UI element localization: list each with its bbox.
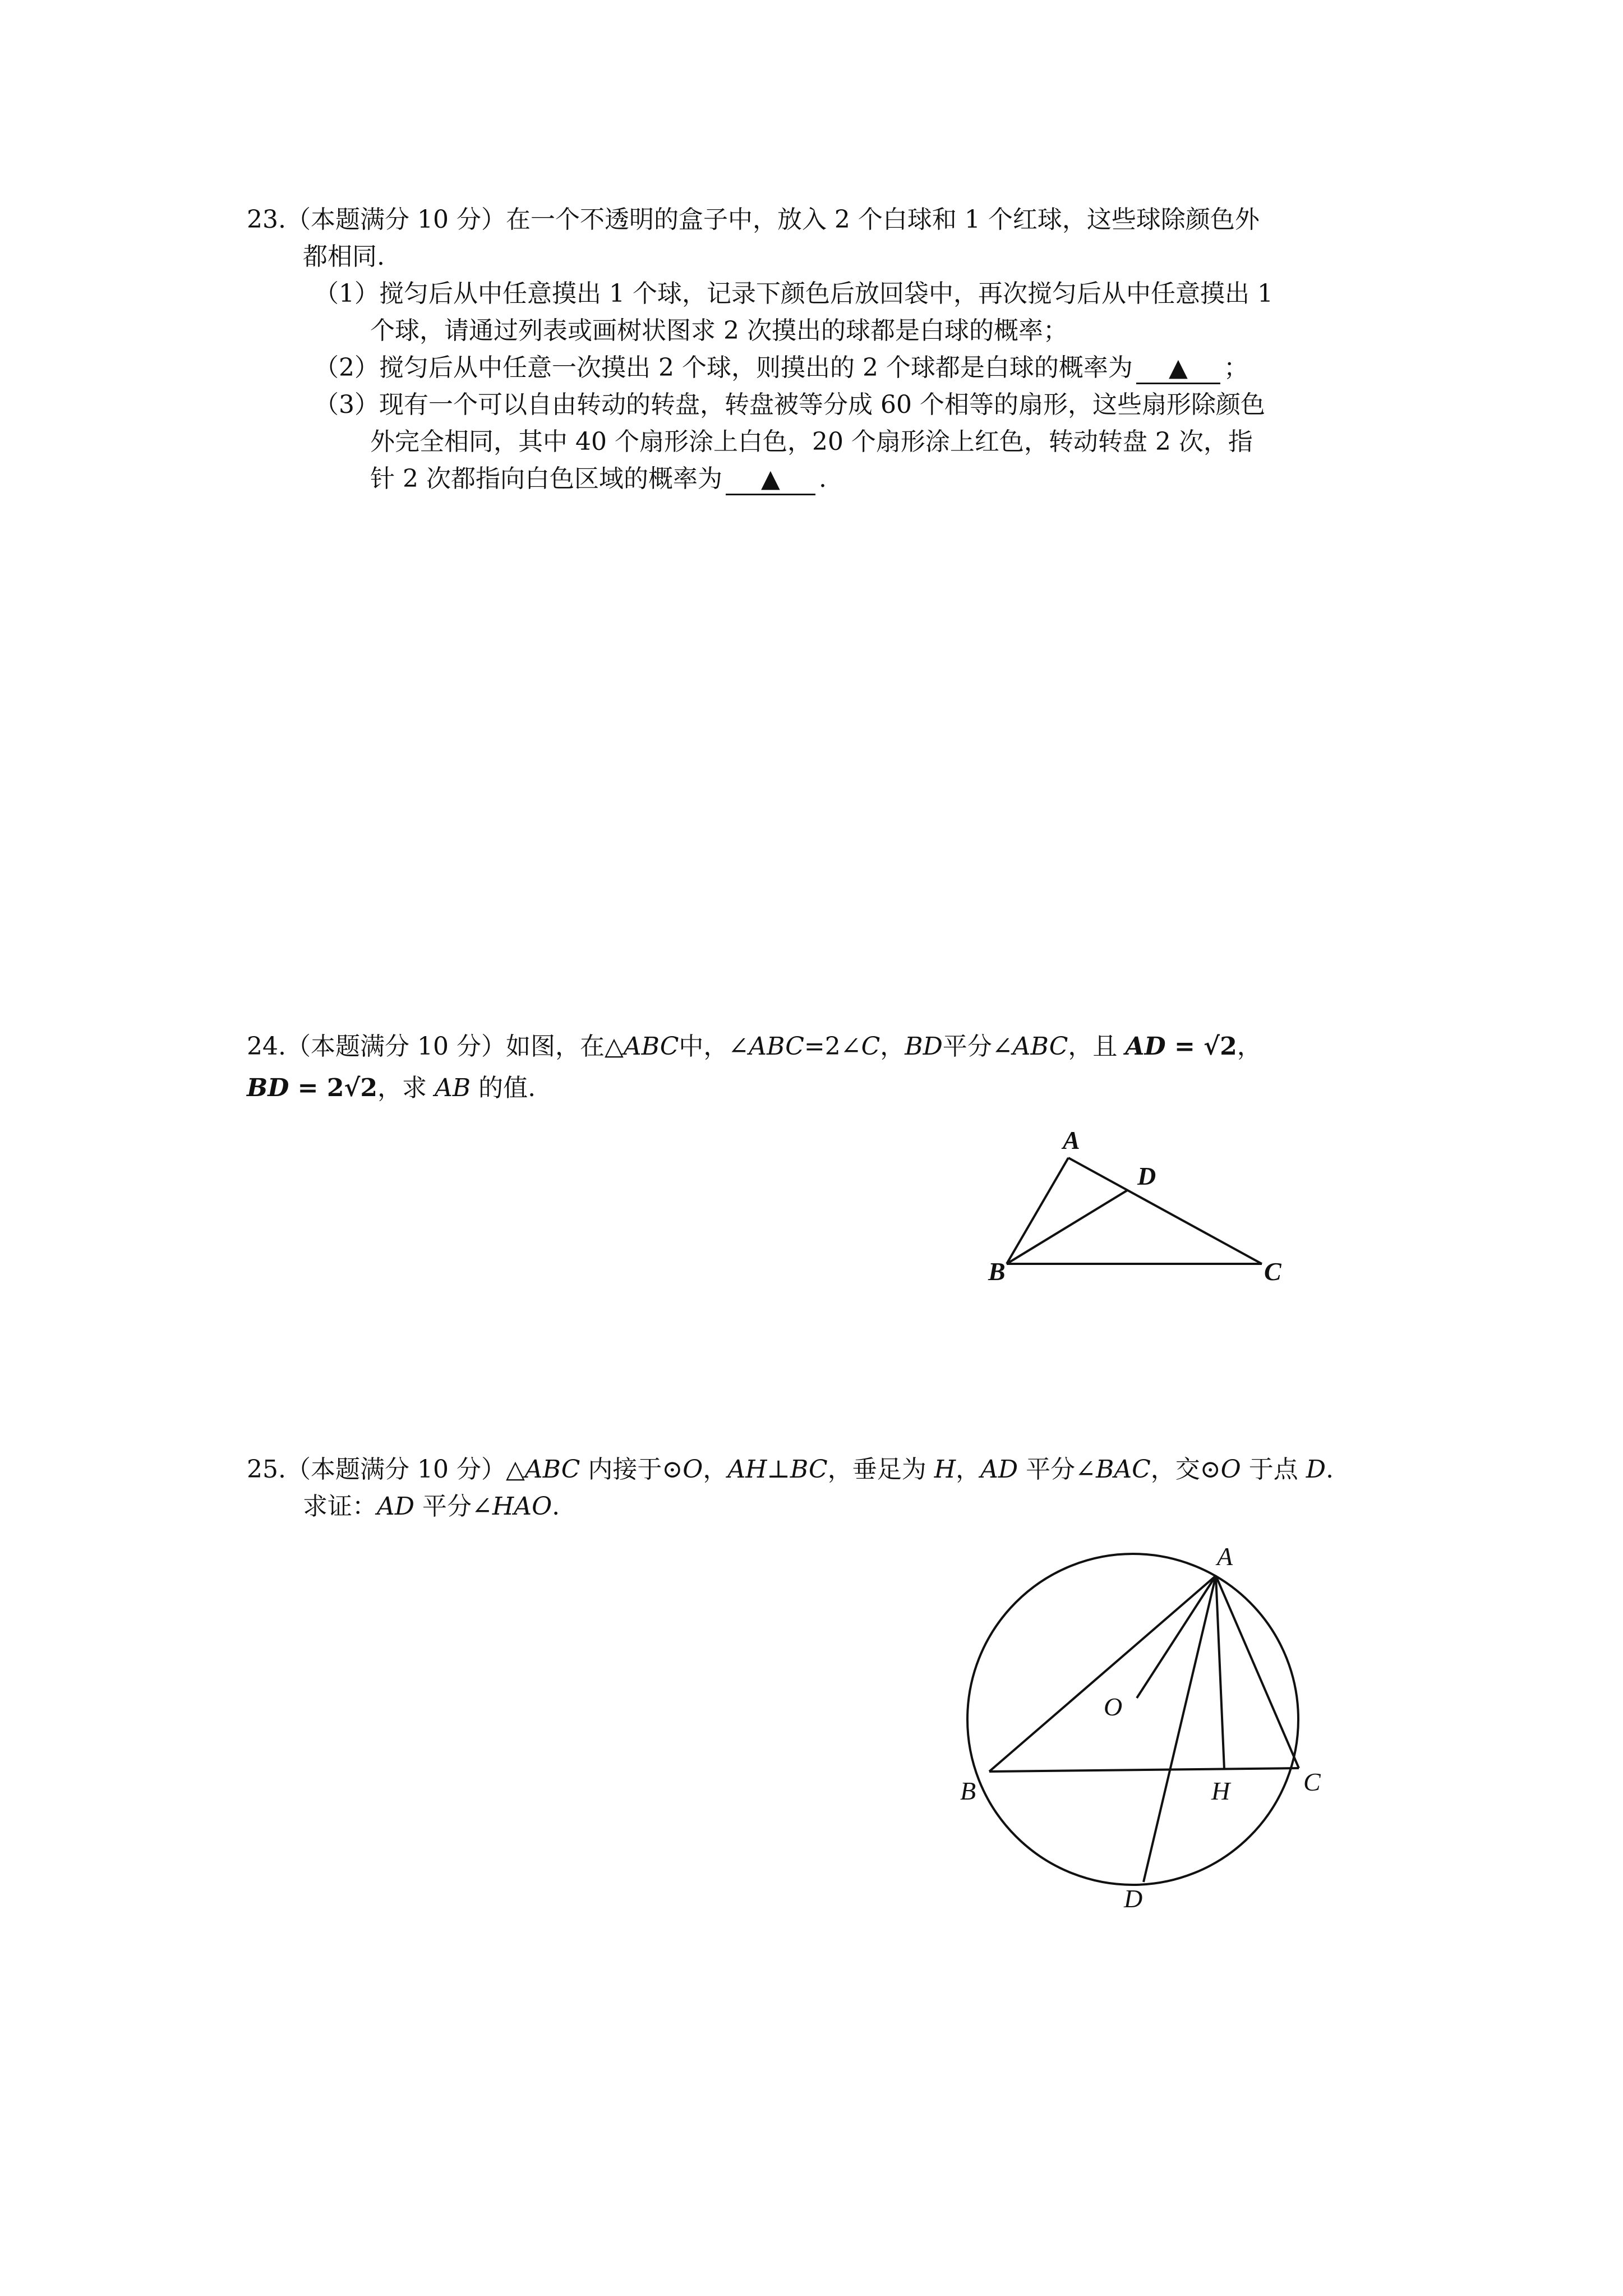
q24-label-b: B [988, 1257, 1006, 1286]
q25-label-a: A [1217, 1542, 1233, 1571]
q24-text: 平分∠ [942, 1032, 1013, 1061]
q24-math: AB [435, 1074, 471, 1102]
q25-label-c: C [1303, 1768, 1321, 1796]
q24-math: ABC [749, 1032, 804, 1061]
q25-label-o: O [1104, 1692, 1123, 1721]
q23-part1-line-a: （1）搅匀后从中任意摸出 1 个球，记录下颜色后放回袋中，再次搅匀后从中任意摸出 1 [314, 279, 1273, 308]
q25-math: AD [377, 1492, 415, 1521]
q25-math: D [1306, 1455, 1326, 1484]
q23-part2-end: ； [1223, 353, 1248, 382]
q24-equation-rhs: = 2√2 [289, 1074, 378, 1102]
q24-text: （本题满分 10 分）如图，在△ [285, 1032, 624, 1061]
q24-text: 中，∠ [679, 1032, 749, 1061]
q23-part3-text: 针 2 次都指向白色区域的概率为 [370, 464, 722, 493]
q24-text: ， [1237, 1032, 1262, 1061]
segment-ad [1144, 1576, 1216, 1882]
q25-text: （本题满分 10 分）△ [285, 1455, 525, 1484]
q24-math: BD [905, 1032, 943, 1061]
q23-part3-end: . [818, 464, 827, 493]
segment-ao [1137, 1576, 1216, 1698]
q23-part1-line-b: 个球，请通过列表或画树状图求 2 次摸出的球都是白球的概率； [370, 316, 1068, 345]
q23-header-cont: 都相同. [303, 242, 385, 271]
triangle-marker-icon: ▲ [761, 464, 780, 493]
q23-header: （本题满分 10 分）在一个不透明的盒子中，放入 2 个白球和 1 个红球，这些球除颜色外 [285, 205, 1260, 234]
q24-text: =2∠ [804, 1032, 861, 1061]
q24-equation-lhs: AD [1125, 1032, 1166, 1061]
q24-text: 的值. [471, 1074, 536, 1102]
q25-text: ，交⊙ [1150, 1455, 1221, 1484]
q24-number: 24. [247, 1032, 286, 1061]
q25-math: AH [727, 1455, 767, 1484]
q25-number: 25. [247, 1455, 286, 1484]
q24-text: ， [880, 1032, 905, 1061]
q25-text: 于点 [1241, 1455, 1306, 1484]
q25-label-d: D [1124, 1884, 1143, 1913]
q24-math: ABC [1012, 1032, 1068, 1061]
segment-bc [989, 1768, 1299, 1772]
q24-equation-rhs: = √2 [1165, 1032, 1237, 1061]
q25-label-b: B [960, 1777, 976, 1805]
q24-text: ，且 [1068, 1032, 1126, 1061]
q23-part3-line-b: 外完全相同，其中 40 个扇形涂上白色，20 个扇形涂上红色，转动转盘 2 次，指 [370, 427, 1253, 456]
q25-math: BAC [1096, 1455, 1151, 1484]
q23-part3-line-a: （3）现有一个可以自由转动的转盘，转盘被等分成 60 个相等的扇形，这些扇形除颜色 [314, 390, 1265, 419]
q23-part2-text: （2）搅匀后从中任意一次摸出 2 个球，则摸出的 2 个球都是白球的概率为 [314, 353, 1133, 382]
q25-text: . [552, 1492, 560, 1521]
circle-o [967, 1554, 1298, 1885]
segment-ac [1068, 1158, 1262, 1264]
segment-ab [989, 1576, 1216, 1772]
q24-equation-lhs: BD [247, 1074, 289, 1102]
q25-circle-figure [967, 1554, 1299, 1885]
q25-text: 平分∠ [1018, 1455, 1096, 1484]
q25-text: 平分∠ [414, 1492, 492, 1521]
q24-label-d: D [1137, 1162, 1156, 1190]
q25-text: 内接于⊙ [580, 1455, 683, 1484]
segment-bd [1007, 1190, 1127, 1264]
segment-ah [1216, 1576, 1224, 1769]
q25-text: ，垂足为 [827, 1455, 934, 1484]
q23-number: 23. [247, 205, 286, 234]
q25-math: H [934, 1455, 956, 1484]
q25-math: O [1220, 1455, 1241, 1484]
q24-triangle-figure [1007, 1158, 1262, 1264]
q24-math: C [861, 1032, 880, 1061]
segment-ac [1216, 1576, 1299, 1768]
q25-math: O [683, 1455, 703, 1484]
q25-text: 求证： [303, 1492, 377, 1521]
q24-text: ，求 [377, 1074, 435, 1102]
q25-math: BC [790, 1455, 828, 1484]
q24-label-a: A [1063, 1126, 1080, 1154]
q24-math: ABC [623, 1032, 679, 1061]
q25-text: ， [703, 1455, 728, 1484]
q25-text: ⊥ [767, 1455, 790, 1484]
q25-text: . [1326, 1455, 1334, 1484]
q25-text: ， [956, 1455, 981, 1484]
q25-math: ABC [524, 1455, 580, 1484]
q24-label-c: C [1264, 1257, 1281, 1286]
segment-ab [1007, 1158, 1068, 1264]
triangle-marker-icon: ▲ [1169, 353, 1188, 382]
q25-label-h: H [1211, 1777, 1230, 1805]
q25-math: AD [980, 1455, 1018, 1484]
q25-math: HAO [492, 1492, 552, 1521]
